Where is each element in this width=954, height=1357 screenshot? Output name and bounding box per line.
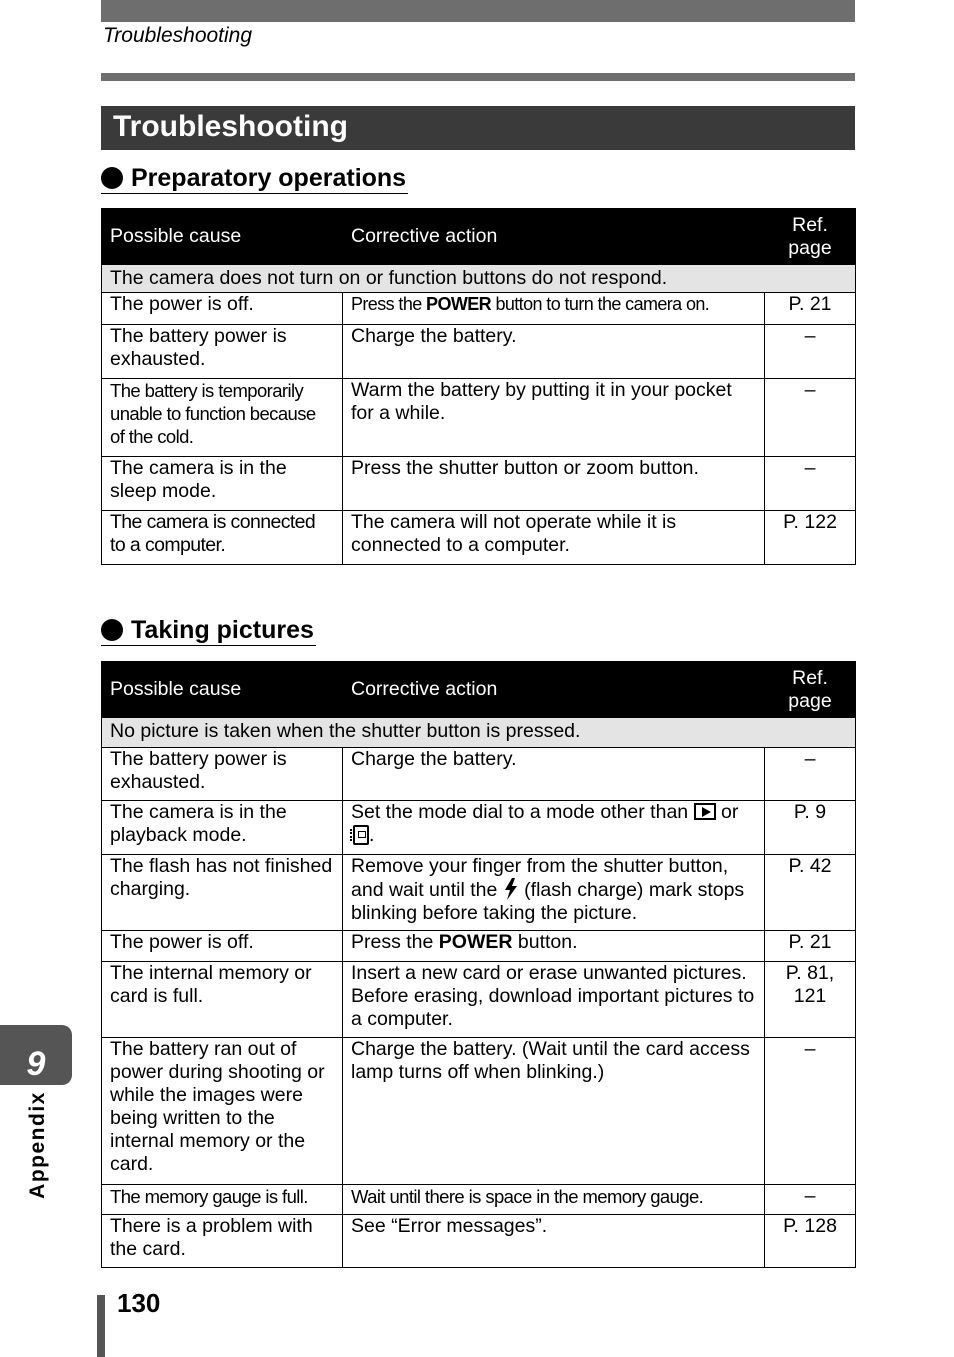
table-row — [102, 962, 856, 1038]
category-row — [102, 718, 856, 748]
action-cell: Insert a new card or erase unwanted pictures. Before erasing, download important pictures to a computer. — [343, 962, 765, 1038]
ref-cell: – — [765, 1038, 856, 1185]
action-text: Press the — [351, 931, 439, 953]
action-cell — [343, 931, 765, 962]
cause-cell: The camera is in the playback mode. — [102, 801, 343, 855]
action-text: button to turn the camera on. — [491, 294, 710, 314]
cause-cell: The power is off. — [102, 293, 343, 325]
action-text: . — [369, 824, 375, 846]
preparatory-operations-table — [101, 208, 856, 565]
table-row — [102, 855, 856, 931]
column-header-ref: Ref. page — [765, 662, 856, 718]
ref-cell: P. 42 — [765, 855, 856, 931]
table-row — [102, 1215, 856, 1268]
cause-cell: The camera is connected to a computer. — [102, 511, 343, 565]
ref-cell: P. 81, 121 — [765, 962, 856, 1038]
action-cell — [343, 801, 765, 855]
ref-cell: – — [765, 379, 856, 457]
action-cell: The camera will not operate while it is connected to a computer. — [343, 511, 765, 565]
action-cell: Charge the battery. — [343, 748, 765, 801]
cause-cell: The flash has not finished charging. — [102, 855, 343, 931]
table-row — [102, 379, 856, 457]
cause-cell: The battery ran out of power during shooting or while the images were being written to the internal memory or the card. — [102, 1038, 343, 1185]
column-header-ref: Ref. page — [765, 209, 856, 265]
ref-cell: P. 21 — [765, 293, 856, 325]
action-text: or — [715, 801, 739, 823]
column-header-action: Corrective action — [343, 209, 765, 265]
action-text: Press the — [351, 294, 427, 314]
action-cell: Charge the battery. (Wait until the card access lamp turns off when blinking.) — [343, 1038, 765, 1185]
bullet-icon — [101, 167, 123, 189]
action-cell — [343, 855, 765, 931]
column-header-cause: Possible cause — [102, 662, 343, 718]
chapter-tab — [0, 1025, 72, 1085]
action-cell — [343, 293, 765, 325]
ref-cell: – — [765, 748, 856, 801]
table-row — [102, 325, 856, 379]
action-text: (flash charge) mark stops blinking before taking the picture. — [351, 879, 745, 924]
memo-icon — [353, 825, 369, 845]
table-header-row — [102, 209, 856, 265]
ref-cell: P. 128 — [765, 1215, 856, 1268]
page-number: 130 — [117, 1288, 161, 1318]
page-title: Troubleshooting — [101, 106, 855, 150]
power-keyword: POWER — [438, 931, 513, 953]
chapter-label: Appendix — [26, 1091, 49, 1199]
ref-cell: – — [765, 1185, 856, 1215]
cause-cell: The battery power is exhausted. — [102, 325, 343, 379]
section-heading-text: Preparatory operations — [131, 164, 407, 192]
section-heading-taking-pictures — [101, 615, 316, 646]
action-cell: Press the shutter button or zoom button. — [343, 457, 765, 511]
action-cell: Charge the battery. — [343, 325, 765, 379]
table-row — [102, 1185, 856, 1215]
category-row — [102, 265, 856, 293]
running-title: Troubleshooting — [103, 24, 253, 47]
ref-cell: – — [765, 457, 856, 511]
header-bar — [101, 0, 855, 22]
table-row — [102, 511, 856, 565]
cause-cell: The power is off. — [102, 931, 343, 962]
ref-cell: – — [765, 325, 856, 379]
playback-icon — [694, 803, 716, 820]
ref-cell: P. 21 — [765, 931, 856, 962]
table-row — [102, 748, 856, 801]
page-number-bar — [97, 1295, 105, 1357]
table-row — [102, 1038, 856, 1185]
action-cell: See “Error messages”. — [343, 1215, 765, 1268]
header-rule — [101, 73, 855, 81]
column-header-action: Corrective action — [343, 662, 765, 718]
taking-pictures-table — [101, 661, 856, 1268]
table-row — [102, 801, 856, 855]
flash-icon — [503, 878, 519, 900]
bullet-icon — [101, 619, 123, 641]
column-header-cause: Possible cause — [102, 209, 343, 265]
ref-cell: P. 9 — [765, 801, 856, 855]
cause-cell: The memory gauge is full. — [102, 1185, 343, 1215]
section-heading-preparatory — [101, 163, 408, 194]
cause-cell: The internal memory or card is full. — [102, 962, 343, 1038]
chapter-number: 9 — [26, 1045, 46, 1083]
cause-cell: There is a problem with the card. — [102, 1215, 343, 1268]
table-row — [102, 293, 856, 325]
table-header-row — [102, 662, 856, 718]
cause-cell: The camera is in the sleep mode. — [102, 457, 343, 511]
cause-cell: The battery is temporarily unable to function because of the cold. — [102, 379, 343, 457]
category-text: No picture is taken when the shutter button is pressed. — [102, 718, 856, 748]
action-text: button. — [512, 931, 578, 953]
action-cell: Wait until there is space in the memory gauge. — [343, 1185, 765, 1215]
action-text: Remove your finger from the shutter button, and wait until the — [351, 855, 729, 901]
action-cell: Warm the battery by putting it in your pocket for a while. — [343, 379, 765, 457]
action-text: Set the mode dial to a mode other than — [351, 801, 694, 823]
table-row — [102, 931, 856, 962]
power-keyword: POWER — [426, 294, 492, 314]
category-text: The camera does not turn on or function buttons do not respond. — [102, 265, 856, 293]
table-row — [102, 457, 856, 511]
section-heading-text: Taking pictures — [131, 616, 314, 644]
cause-cell: The battery power is exhausted. — [102, 748, 343, 801]
ref-cell: P. 122 — [765, 511, 856, 565]
